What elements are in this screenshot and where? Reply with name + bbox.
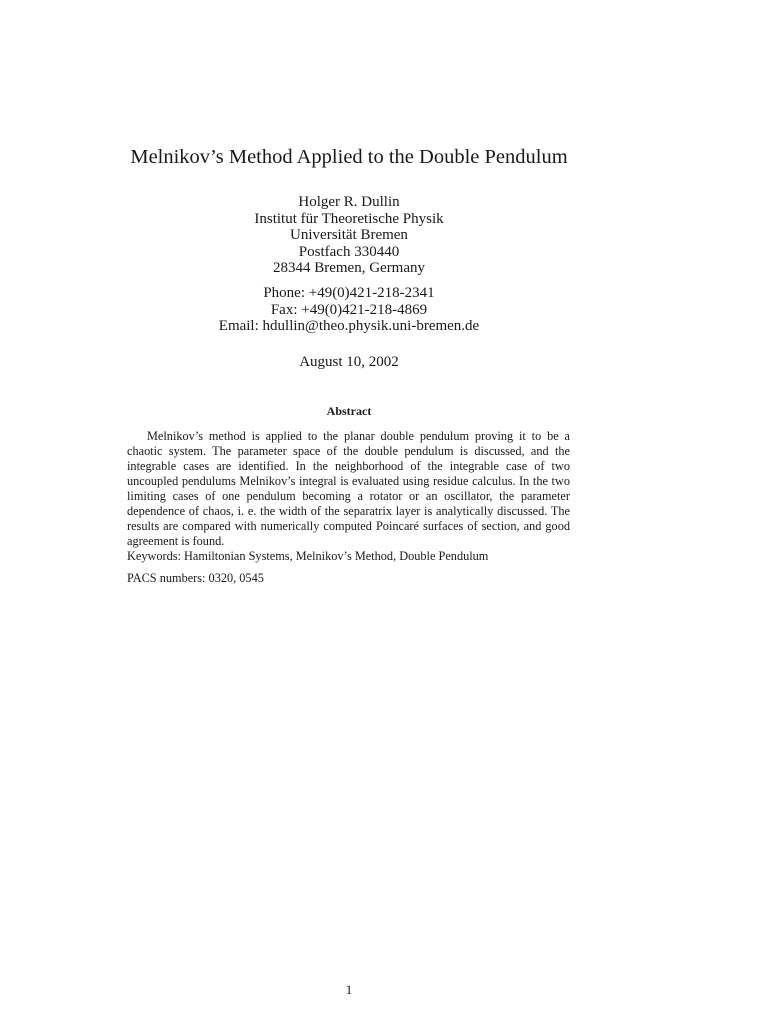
paper-date: August 10, 2002 bbox=[299, 354, 399, 370]
paper-title: Melnikov’s Method Applied to the Double Pendulum bbox=[130, 146, 568, 168]
author-name: Holger R. Dullin bbox=[298, 194, 400, 210]
affiliation-line-university: Universität Bremen bbox=[290, 227, 408, 243]
keywords-line: Keywords: Hamiltonian Systems, Melnikov’s Method, Double Pendulum bbox=[127, 549, 489, 563]
abstract-heading: Abstract bbox=[326, 404, 372, 418]
pacs-line: PACS numbers: 0320, 0545 bbox=[127, 571, 264, 585]
contact-fax: Fax: +49(0)421-218-4869 bbox=[270, 301, 428, 318]
contact-phone: Phone: +49(0)421-218-2341 bbox=[263, 285, 435, 301]
abstract-body: Melnikov’s method is applied to the planar double pendulum proving it to be a chaotic system. The parameter space of the double pendulum is discussed, and the integrable cases are identified. In the neighborhood of the integrable case of two uncoupled pendulums Melnikov’s integral is evaluated using residue calculus. In the two limiting cases of one pendulum becoming a rotator or an oscillator, the parameter dependence of chaos, i. e. the width of the separatrix layer is analytically discussed. The results are compared with numerically computed Poincaré surfaces of section, and good agreement is found. bbox=[127, 429, 570, 548]
contact-email: Email: hdullin@theo.physik.uni-bremen.de bbox=[218, 318, 480, 334]
page-number: 1 bbox=[345, 982, 353, 997]
contact-block bbox=[0, 285, 698, 335]
affiliation-line-postbox: Postfach 330440 bbox=[298, 243, 400, 260]
author-block bbox=[0, 194, 698, 277]
affiliation-line-city: 28344 Bremen, Germany bbox=[272, 260, 426, 276]
affiliation-line-institute: Institut für Theoretische Physik bbox=[254, 210, 444, 227]
